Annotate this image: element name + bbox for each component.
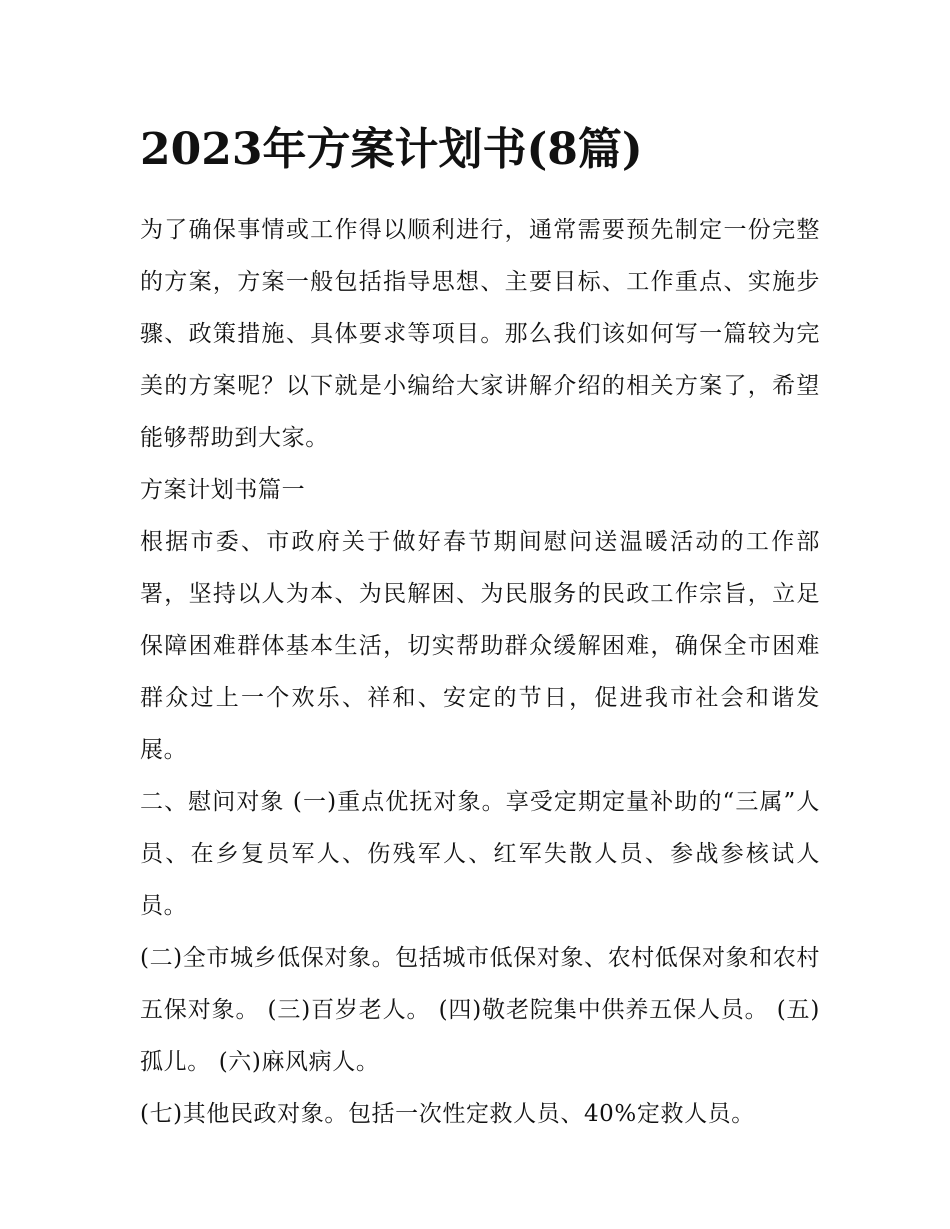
body-paragraph: 根据市委、市政府关于做好春节期间慰问送温暖活动的工作部署，坚持以人为本、为民解困、为民服务的民政工作宗旨，立足保障困难群体基本生活，切实帮助群众缓解困难，确保全市困难群众过上一个欢乐、祥和、安定的节日，促进我市社会和谐发展。 [140, 529, 820, 763]
body-paragraph: 二、慰问对象 (一)重点优抚对象。享受定期定量补助的“三属”人员、在乡复员军人、伤残军人、红军失散人员、参战参核试人员。 [140, 789, 820, 919]
document-page [140, 118, 820, 1140]
document-title: 2023年方案计划书(8篇) [140, 124, 643, 175]
body-paragraph: (七)其他民政对象。包括一次性定救人员、40%定救人员。 [140, 1101, 755, 1127]
body-paragraph: (二)全市城乡低保对象。包括城市低保对象、农村低保对象和农村五保对象。 (三)百岁老人。 (四)敬老院集中供养五保人员。 (五)孤儿。 (六)麻风病人。 [140, 945, 820, 1075]
section-heading: 方案计划书篇一 [140, 477, 306, 503]
intro-paragraph: 为了确保事情或工作得以顺利进行，通常需要预先制定一份完整的方案，方案一般包括指导思想、主要目标、工作重点、实施步骤、政策措施、具体要求等项目。那么我们该如何写一篇较为完美的方案呢？以下就是小编给大家讲解介绍的相关方案了，希望能够帮助到大家。 [140, 217, 820, 451]
